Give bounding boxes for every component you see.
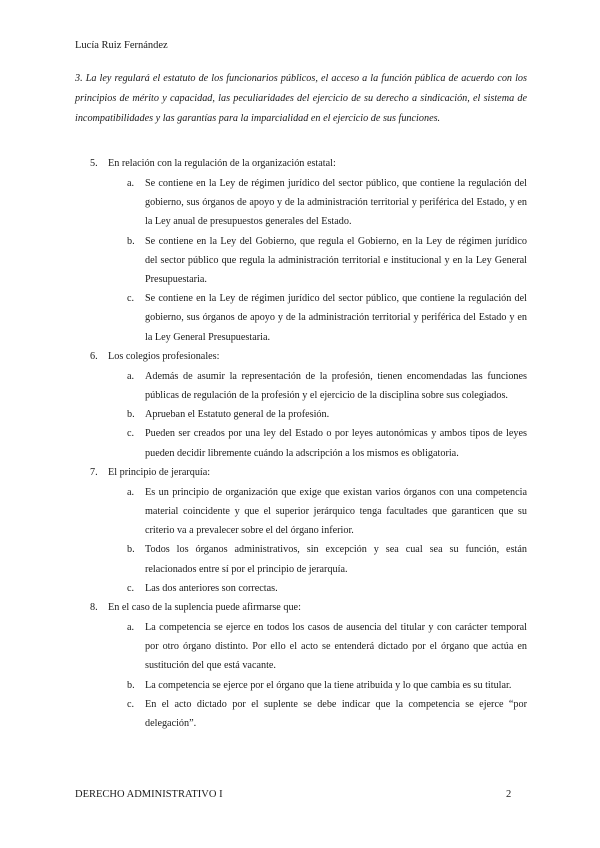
option-a bbox=[75, 367, 527, 405]
option-text: Aprueban el Estatuto general de la profesión. bbox=[145, 409, 330, 421]
page-number: 2 bbox=[506, 789, 512, 800]
option-letter: a. bbox=[127, 486, 135, 498]
intro-paragraph: 3. La ley regulará el estatuto de los funcionarios públicos, el acceso a la función pública de acuerdo con los principios de mérito y capacidad, las peculiaridades del ejercicio de su derecho a sindicación, el sistema de incompatibilidades y las garantías para la imparcialidad en el ejercicio de sus funciones. bbox=[75, 73, 527, 124]
option-letter: b. bbox=[127, 235, 135, 247]
option-c bbox=[75, 695, 527, 733]
option-letter: c. bbox=[127, 293, 135, 305]
question-stem bbox=[75, 154, 527, 174]
option-c bbox=[75, 289, 527, 347]
option-text: Es un principio de organización que exige que existan varios órganos con una competencia material coincidente y que el superior jerárquico tenga facultades que garanticen que su criterio va a prevalecer sobre el del órgano inferior. bbox=[145, 486, 527, 537]
option-text: En el acto dictado por el suplente se debe indicar que la competencia se ejerce “por delegación”. bbox=[145, 698, 527, 730]
option-text: La competencia se ejerce por el órgano que la tiene atribuida y lo que cambia es su titular. bbox=[145, 679, 512, 691]
option-a bbox=[75, 174, 527, 232]
option-text: Todos los órganos administrativos, sin excepción y sea cual sea su función, están relacionados entre sí por el principio de jerarquía. bbox=[145, 544, 527, 575]
question-number: 5. bbox=[90, 158, 98, 169]
option-letter: b. bbox=[127, 679, 135, 691]
option-letter: b. bbox=[127, 409, 135, 421]
option-letter: a. bbox=[127, 178, 135, 189]
question-number: 8. bbox=[90, 602, 98, 614]
author-name: Lucía Ruiz Fernández bbox=[75, 40, 168, 51]
option-b bbox=[75, 405, 527, 424]
option-text: Se contiene en la Ley de régimen jurídico del sector público, que contiene la regulación del gobierno, sus órganos de apoyo y de la administración territorial y periférica del Estado, y en la Ley anual de presupuestos generales del Estado. bbox=[145, 178, 527, 228]
option-letter: a. bbox=[127, 370, 135, 382]
question-text: En el caso de la suplencia puede afirmarse que: bbox=[108, 602, 301, 614]
question-text: El principio de jerarquía: bbox=[108, 466, 211, 478]
option-a bbox=[75, 483, 527, 541]
option-c bbox=[75, 424, 527, 462]
option-text: Las dos anteriores son correctas. bbox=[145, 582, 278, 594]
question-number: 6. bbox=[90, 350, 98, 362]
option-list bbox=[75, 367, 527, 463]
question-text: En relación con la regulación de la organización estatal: bbox=[108, 158, 336, 169]
option-list bbox=[75, 483, 527, 598]
option-letter: b. bbox=[127, 544, 135, 556]
option-b bbox=[75, 540, 527, 578]
option-letter: c. bbox=[127, 582, 135, 594]
question-stem bbox=[75, 598, 527, 618]
option-c bbox=[75, 579, 527, 598]
option-list bbox=[75, 618, 527, 733]
footer-title: DERECHO ADMINISTRATIVO I bbox=[75, 789, 223, 800]
question-7 bbox=[75, 463, 527, 598]
question-stem bbox=[75, 347, 527, 367]
option-b bbox=[75, 232, 527, 290]
option-text: Pueden ser creados por una ley del Estado o por leyes autonómicas y ambos tipos de leyes pueden decidir libremente cuándo la adscripción a los mismos es obligatoria. bbox=[145, 428, 527, 459]
question-stem bbox=[75, 463, 527, 483]
question-text: Los colegios profesionales: bbox=[108, 350, 220, 362]
option-text: Se contiene en la Ley del Gobierno, que regula el Gobierno, en la Ley de régimen jurídico del sector público que regula la administración territorial e institucional y en la Ley General Presupuestaria. bbox=[145, 235, 527, 286]
option-list bbox=[75, 174, 527, 347]
option-letter: a. bbox=[127, 622, 135, 634]
question-8 bbox=[75, 598, 527, 733]
option-letter: c. bbox=[127, 428, 135, 440]
option-text: Se contiene en la Ley de régimen jurídico del sector público, que contiene la regulación del gobierno, sus órganos de apoyo y de la administración territorial y periférica del Estado y en la Ley General Presupuestaria. bbox=[145, 293, 527, 343]
question-6 bbox=[75, 347, 527, 463]
option-letter: c. bbox=[127, 698, 135, 710]
option-b bbox=[75, 676, 527, 695]
question-number: 7. bbox=[90, 466, 98, 478]
option-text: Además de asumir la representación de la profesión, tienen encomendadas las funciones públicas de regulación de la profesión y el ejercicio de la disciplina sobre sus colegiados. bbox=[145, 370, 527, 402]
option-text: La competencia se ejerce en todos los casos de ausencia del titular y con carácter temporal por otro órgano distinto. Por ello el acto se entenderá dictado por el órgano que actúa en sustitución del que está vacante. bbox=[145, 622, 527, 672]
question-5 bbox=[75, 154, 527, 347]
question-list bbox=[75, 154, 527, 733]
option-a bbox=[75, 618, 527, 676]
